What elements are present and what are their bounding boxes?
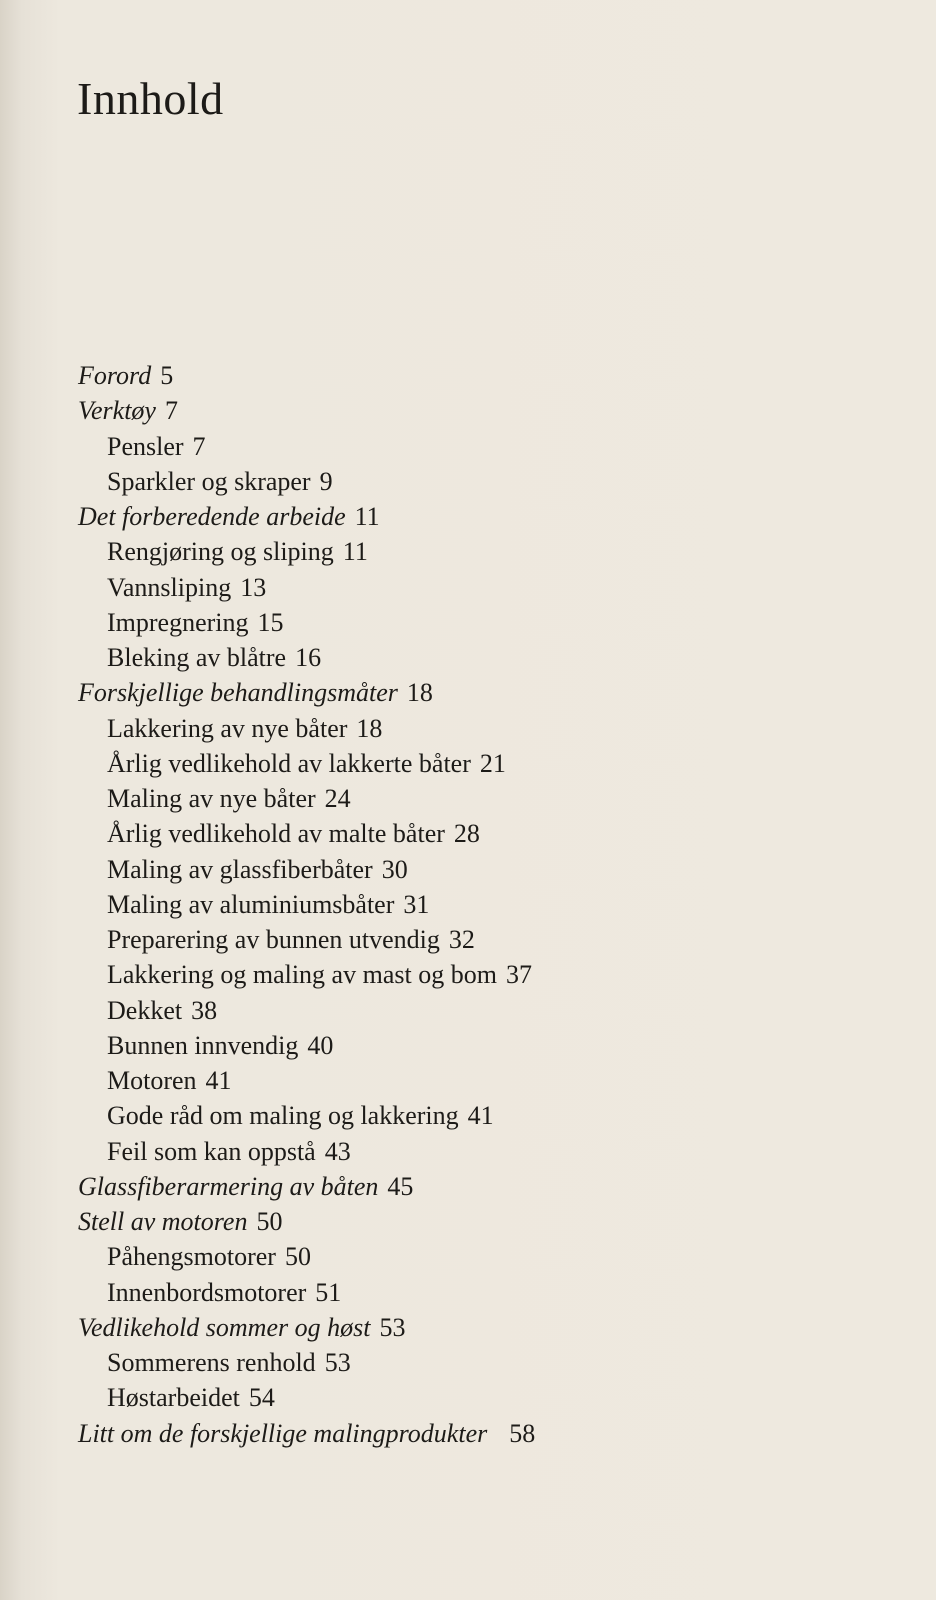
toc-page-number: 15 <box>257 607 284 637</box>
toc-page-number: 9 <box>319 466 333 496</box>
toc-page-number: 7 <box>192 431 206 461</box>
toc-chapter-entry <box>0 1204 936 1239</box>
toc-entry-label: Feil som kan oppstå <box>107 1136 316 1166</box>
toc-entry-label: Det forberedende arbeide <box>78 502 346 531</box>
toc-page-number: 38 <box>191 995 218 1025</box>
toc-page-number: 53 <box>379 1312 406 1342</box>
toc-section-entry <box>0 922 936 957</box>
toc-section-entry <box>0 993 936 1028</box>
toc-page-number: 7 <box>164 396 178 426</box>
toc-page-number: 50 <box>284 1242 311 1272</box>
toc-section-entry <box>0 1098 936 1133</box>
toc-section-entry <box>0 605 936 640</box>
toc-entry-label: Forskjellige behandlingsmåter <box>78 678 398 708</box>
toc-section-entry <box>0 852 936 887</box>
toc-entry-label: Glassfiberarmering av båten <box>78 1171 379 1201</box>
toc-section-entry <box>0 464 936 499</box>
toc-page-number: 16 <box>295 643 322 672</box>
toc-page-number: 30 <box>381 854 408 884</box>
toc-entry-label: Maling av glassfiberbåter <box>107 854 373 884</box>
toc-chapter-entry <box>0 1416 936 1451</box>
toc-entry-label: Bunnen innvendig <box>107 1030 299 1060</box>
toc-page-number: 58 <box>509 1418 536 1448</box>
toc-entry-label: Rengjøring og sliping <box>107 537 334 567</box>
toc-page-number: 43 <box>324 1136 351 1166</box>
toc-page-number: 54 <box>248 1383 275 1413</box>
toc-section-entry <box>0 1028 936 1063</box>
toc-section-entry <box>0 1380 936 1415</box>
toc-page-number: 37 <box>505 960 532 990</box>
toc-entry-label: Pensler <box>107 431 184 461</box>
toc-chapter-entry <box>0 1169 936 1204</box>
toc-entry-label: Høstarbeidet <box>107 1383 240 1413</box>
toc-page-number: 45 <box>387 1171 414 1201</box>
toc-page-number: 40 <box>307 1030 334 1060</box>
toc-entry-label: Innenbordsmotorer <box>107 1277 307 1307</box>
toc-entry-label: Sommerens renhold <box>107 1348 316 1377</box>
table-of-contents <box>0 358 936 1451</box>
toc-page-number: 11 <box>354 502 380 531</box>
toc-page-number: 5 <box>160 361 174 390</box>
toc-section-entry <box>0 1063 936 1098</box>
toc-section-entry <box>0 534 936 569</box>
toc-section-entry <box>0 957 936 992</box>
toc-entry-label: Maling av nye båter <box>107 784 316 813</box>
toc-entry-label: Årlig vedlikehold av lakkerte båter <box>107 748 471 778</box>
toc-page-number: 18 <box>356 713 383 743</box>
toc-page-number: 41 <box>467 1101 494 1131</box>
toc-chapter-entry <box>0 499 936 534</box>
toc-section-entry <box>0 640 936 675</box>
toc-entry-label: Gode råd om maling og lakkering <box>107 1101 459 1131</box>
toc-page-number: 41 <box>205 1066 232 1095</box>
toc-page-number: 13 <box>240 572 267 602</box>
toc-section-entry <box>0 711 936 746</box>
toc-page-number: 28 <box>453 819 480 849</box>
toc-entry-label: Sparkler og skraper <box>107 466 311 496</box>
toc-page-number: 51 <box>315 1277 342 1307</box>
toc-entry-label: Verktøy <box>78 396 156 426</box>
toc-page-number: 50 <box>256 1207 283 1236</box>
toc-section-entry <box>0 781 936 816</box>
toc-section-entry <box>0 746 936 781</box>
toc-section-entry <box>0 570 936 605</box>
toc-entry-label: Dekket <box>107 995 183 1025</box>
page-title: Innhold <box>77 73 224 124</box>
toc-entry-label: Lakkering og maling av mast og bom <box>107 960 497 990</box>
toc-section-entry <box>0 1134 936 1169</box>
toc-entry-label: Bleking av blåtre <box>107 643 287 672</box>
toc-chapter-entry <box>0 1310 936 1345</box>
toc-page-number: 21 <box>479 748 506 778</box>
toc-page-number: 11 <box>342 537 368 567</box>
toc-chapter-entry <box>0 393 936 428</box>
toc-entry-label: Påhengsmotorer <box>107 1242 276 1272</box>
toc-page-number: 31 <box>403 889 430 919</box>
toc-entry-label: Vannsliping <box>107 572 232 602</box>
toc-entry-label: Lakkering av nye båter <box>107 713 348 743</box>
toc-page-number: 18 <box>406 678 433 708</box>
toc-section-entry <box>0 1239 936 1274</box>
toc-page-number: 53 <box>324 1348 351 1377</box>
toc-entry-label: Stell av motoren <box>78 1207 248 1236</box>
toc-section-entry <box>0 429 936 464</box>
toc-entry-label: Maling av aluminiumsbåter <box>107 889 395 919</box>
toc-chapter-entry <box>0 358 936 393</box>
toc-page-number: 24 <box>324 784 351 813</box>
toc-entry-label: Litt om de forskjellige malingprodukter <box>78 1418 488 1448</box>
toc-section-entry <box>0 1275 936 1310</box>
toc-entry-label: Motoren <box>107 1066 197 1095</box>
toc-entry-label: Årlig vedlikehold av malte båter <box>107 819 445 849</box>
toc-entry-label: Forord <box>78 361 152 390</box>
toc-entry-label: Preparering av bunnen utvendig <box>107 925 440 954</box>
toc-section-entry <box>0 887 936 922</box>
toc-chapter-entry <box>0 675 936 710</box>
toc-section-entry <box>0 1345 936 1380</box>
toc-section-entry <box>0 816 936 851</box>
toc-entry-label: Impregnering <box>107 607 249 637</box>
toc-entry-label: Vedlikehold sommer og høst <box>78 1312 371 1342</box>
toc-page-number: 32 <box>448 925 475 954</box>
